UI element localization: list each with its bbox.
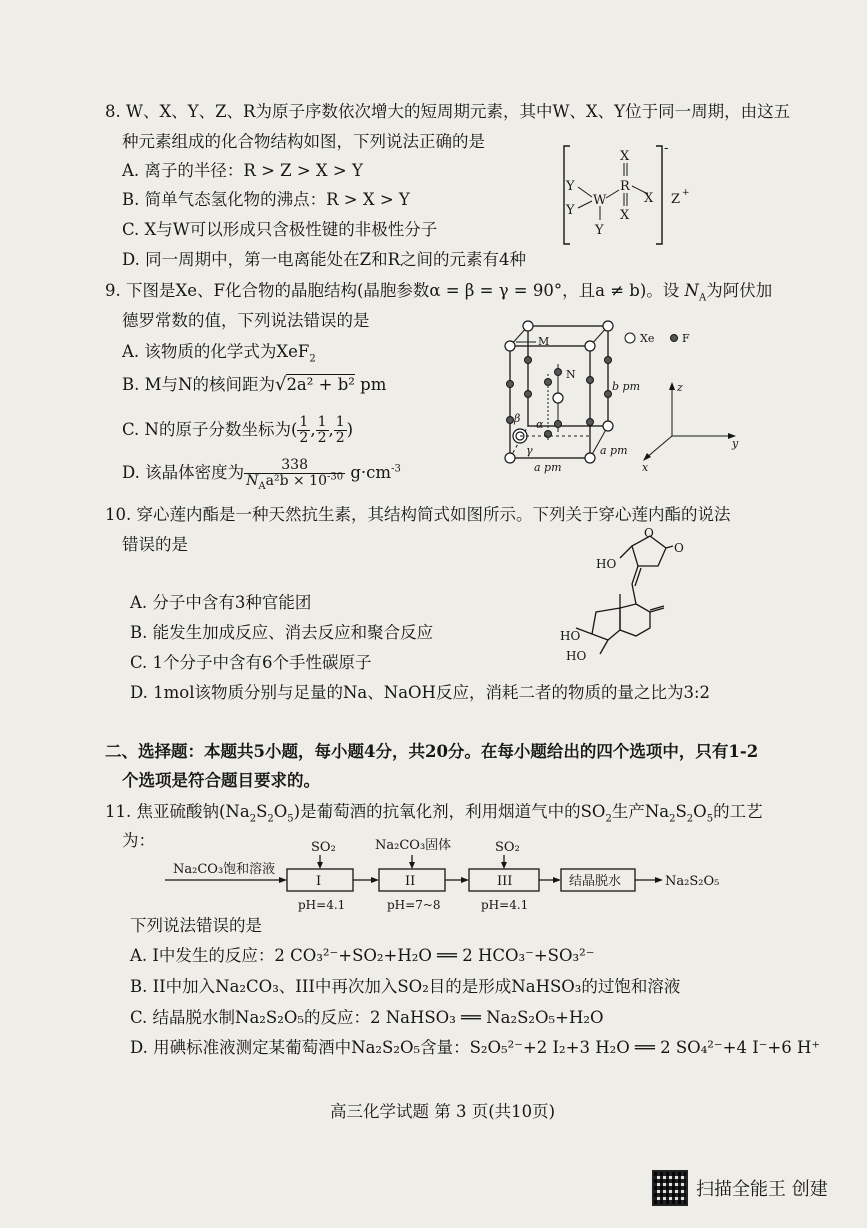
- q11-option-a: A. I中发生的反应：2 CO₃²⁻+SO₂+H₂O ══ 2 HCO₃⁻+SO₃²⁻: [130, 946, 595, 965]
- q9-stem-line2: 德罗常数的值，下列说法错误的是: [122, 311, 370, 330]
- q11-flow-ph-3: pH=4.1: [481, 898, 529, 912]
- q11-flow-product: Na₂S₂O₅: [665, 874, 720, 889]
- q9-label-n: N: [566, 368, 576, 381]
- q9-legend-xe: Xe: [640, 332, 655, 345]
- q11-flow-ph-2: pH=7~8: [387, 898, 441, 912]
- q11-flow-so2-1: SO₂: [311, 840, 336, 855]
- q10-stem-line2: 错误的是: [122, 535, 188, 554]
- q9-option-c: C. N的原子分数坐标为( $\frac{1}{2}$ , $\frac{1}{2}$ , $\frac{1}{2}$ ): [122, 414, 354, 446]
- q8-atom-w: W: [593, 193, 607, 208]
- q8-stem-line1: 8. W、X、Y、Z、R为原子序数依次增大的短周期元素，其中W、X、Y位于同一周期，由这五: [105, 102, 791, 121]
- q8-option-c: C. X与W可以形成只含极性键的非极性分子: [122, 220, 438, 239]
- q8-option-a: A. 离子的半径：R > Z > X > Y: [122, 161, 363, 180]
- q9-option-a: A. 该物质的化学式为XeF$_2$: [122, 342, 316, 365]
- q10-hydroxyl-1: HO: [596, 557, 617, 571]
- q11-option-b: B. II中加入Na₂CO₃、III中再次加入SO₂目的是形成NaHSO₃的过饱和溶液: [130, 977, 681, 996]
- q11-process-flowchart: [165, 835, 745, 915]
- q8-atom-x-top: X: [620, 149, 630, 164]
- q9-angle-beta: β: [514, 412, 521, 425]
- q9-option-d: D. 该晶体密度为 $\frac{338}{N_Aa^2b \times 10^{-30}}$ $g\cdot cm^{-3}$: [122, 457, 401, 492]
- q9-label-m: M: [538, 335, 550, 348]
- q8-atom-x-right: X: [644, 191, 654, 206]
- q9-angle-gamma: γ: [526, 444, 533, 457]
- q11-stem-line2: 为：: [122, 831, 155, 850]
- page-footer: 高三化学试题 第 3 页(共10页): [330, 1102, 556, 1121]
- q9-axis-z: z: [677, 381, 683, 394]
- q8-atom-r: R: [620, 179, 630, 194]
- q11-flow-step-2: II: [405, 874, 416, 889]
- q8-charge: -: [664, 141, 669, 156]
- q10-hydroxyl-3: HO: [566, 649, 587, 663]
- q8-atom-y2: Y: [566, 203, 575, 218]
- q10-ring-o: O: [644, 528, 654, 540]
- section2-heading-line2: 个选项是符合题目要求的。: [122, 771, 320, 790]
- q9-option-b: B. M与N的核间距为√2a² + b² pm: [122, 374, 387, 395]
- q9-label-b: b pm: [612, 380, 641, 393]
- q11-flow-feed: Na₂CO₃饱和溶液: [173, 862, 276, 877]
- q11-question-stem: 下列说法错误的是: [130, 916, 262, 935]
- q8-stem-line2: 种元素组成的化合物结构如图，下列说法正确的是: [122, 132, 485, 151]
- qr-code-icon: [652, 1170, 688, 1206]
- q8-atom-x-bottom: X: [620, 208, 630, 223]
- q11-stem-line1: 11. 焦亚硫酸钠$(Na_2S_2O_5)$是葡萄酒的抗氧化剂，利用烟道气中的$SO_2$生产$Na_2S_2O_5$的工艺: [105, 802, 763, 825]
- q11-option-c: C. 结晶脱水制Na₂S₂O₅的反应：2 NaHSO₃ ══ Na₂S₂O₅+H₂O: [130, 1008, 604, 1027]
- q9-axis-x: x: [642, 461, 649, 474]
- q9-legend-f: F: [682, 332, 690, 345]
- section2-heading-line1: 二、选择题：本题共5小题，每小题4分，共20分。在每小题给出的四个选项中，只有1-2: [105, 742, 759, 761]
- scanner-watermark: [652, 1170, 828, 1206]
- q10-carbonyl-o: O: [674, 541, 684, 555]
- q10-hydroxyl-2: HO: [560, 629, 581, 643]
- q11-flow-step-3: III: [497, 874, 513, 889]
- q9-unit-cell-diagram: [496, 316, 766, 476]
- q11-flow-step-1: I: [316, 874, 322, 889]
- q11-flow-so2-2: SO₂: [495, 840, 520, 855]
- q10-option-c: C. 1个分子中含有6个手性碳原子: [130, 653, 372, 672]
- q8-option-b: B. 简单气态氢化物的沸点：R > X > Y: [122, 190, 410, 209]
- scanner-label: 扫描全能王 创建: [696, 1179, 828, 1200]
- q8-cation: Z: [671, 192, 681, 207]
- q10-option-d: D. 1mol该物质分别与足量的Na、NaOH反应，消耗二者的物质的量之比为3:2: [130, 683, 711, 702]
- q11-flow-na2co3-solid: Na₂CO₃固体: [375, 838, 452, 853]
- q9-label-a1: a pm: [534, 461, 562, 474]
- q11-option-d: D. 用碘标准液测定某葡萄酒中Na₂S₂O₅含量：S₂O₅²⁻+2 I₂+3 H₂O ══ 2 SO₄²⁻+4 I⁻+6 H⁺: [130, 1038, 821, 1057]
- q9-axis-y: y: [732, 437, 739, 450]
- q11-flow-step-4: 结晶脱水: [569, 874, 622, 889]
- q9-angle-alpha: α: [536, 418, 544, 431]
- q11-flow-ph-1: pH=4.1: [298, 898, 346, 912]
- q9-label-a2: a pm: [600, 444, 628, 457]
- q8-option-d: D. 同一周期中，第一电离能处在Z和R之间的元素有4种: [122, 250, 527, 269]
- q8-structure-diagram: [556, 140, 716, 248]
- q8-atom-y3: Y: [595, 223, 604, 238]
- q8-atom-y1: Y: [566, 179, 575, 194]
- q10-option-b: B. 能发生加成反应、消去反应和聚合反应: [130, 623, 434, 642]
- q8-cation-charge: +: [682, 188, 690, 198]
- q10-molecule-diagram: [560, 528, 710, 668]
- q10-stem-line1: 10. 穿心莲内酯是一种天然抗生素，其结构简式如图所示。下列关于穿心莲内酯的说法: [105, 505, 731, 524]
- q9-stem-line1: 9. 下图是Xe、F化合物的晶胞结构(晶胞参数α = β = γ = 90°，且a ≠ b)。设 $N_A$为阿伏加: [105, 281, 773, 304]
- q10-option-a: A. 分子中含有3种官能团: [130, 593, 312, 612]
